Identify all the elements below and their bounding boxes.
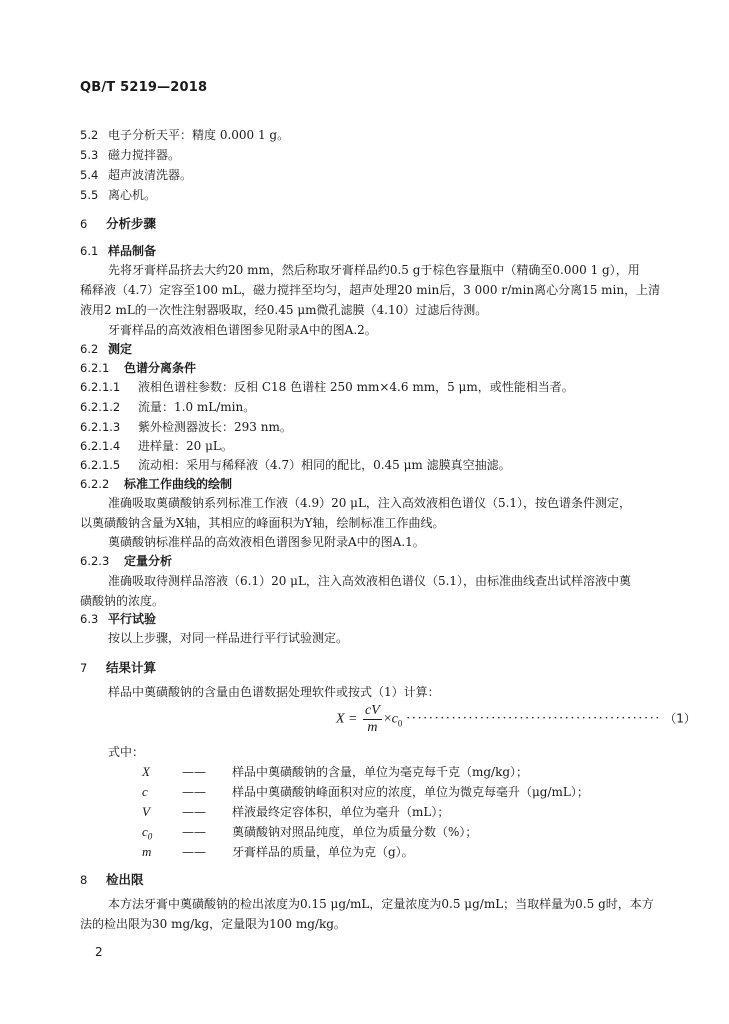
item-text: 磁力搅拌器。	[108, 148, 181, 162]
variable-description: 样品中薁磺酸钠的含量，单位为毫克每千克（mg/kg）；	[232, 765, 529, 779]
equipment-item	[80, 166, 192, 185]
equipment-item	[80, 146, 180, 165]
variable-symbol: X	[142, 764, 150, 779]
condition-item	[80, 418, 292, 437]
paragraph-line: 准确吸取薁磺酸钠系列标准工作液（4.9）20 μL，注入高效液相色谱仪（5.1），按色谱条件测定，	[108, 496, 632, 510]
section-heading-6-2	[80, 340, 132, 359]
section-title: 检出限	[106, 872, 144, 887]
section-title: 样品制备	[108, 244, 157, 258]
paragraph-line: 牙膏样品的高效液相色谱图参见附录A中的图A.2。	[108, 323, 377, 337]
section-number: 6.2	[80, 342, 99, 356]
equipment-item	[80, 186, 156, 205]
condition-item	[80, 437, 233, 456]
variable-definition	[142, 782, 589, 802]
item-number: 6.2.1.5	[80, 458, 121, 472]
section-title: 结果计算	[106, 660, 157, 675]
formula	[336, 703, 696, 736]
formula-c0: c	[391, 711, 398, 727]
where-label: 式中：	[108, 745, 145, 759]
item-number: 5.2	[80, 128, 99, 142]
paragraph-line: 先将牙膏样品挤去大约20 mm，然后称取牙膏样品约0.5 g于棕色容量瓶中（精确至0.000 1 g），用	[108, 263, 640, 277]
section-number: 6.3	[80, 612, 99, 626]
formula-denominator: m	[367, 720, 378, 735]
variable-definition	[142, 762, 528, 782]
paragraph-line: 液用2 mL的一次性注射器吸取，经0.45 μm微孔滤膜（4.10）过滤后待测。	[80, 303, 488, 317]
variable-dash: ——	[182, 785, 206, 799]
item-number: 6.2.1.1	[80, 380, 121, 394]
variable-description: 薁磺酸钠对照品纯度，单位为质量分数（%）；	[232, 825, 478, 839]
formula-times: ×	[383, 711, 392, 727]
item-number: 6.2.1.4	[80, 439, 121, 453]
section-number: 7	[80, 661, 88, 675]
formula-lhs: X =	[336, 711, 358, 727]
variable-description: 牙膏样品的质量，单位为克（g）。	[232, 845, 414, 859]
section-heading-6-2-2	[80, 475, 232, 494]
paragraph-line: 本方法牙膏中薁磺酸钠的检出浓度为0.15 μg/mL，定量浓度为0.5 μg/mL；当取样量为0.5 g时，本方	[108, 897, 654, 911]
variable-dash: ——	[182, 765, 206, 779]
item-number: 5.3	[80, 148, 99, 162]
condition-item	[80, 456, 511, 475]
variable-description: 样液最终定容体积，单位为毫升（mL）；	[232, 805, 450, 819]
section-number: 8	[80, 873, 88, 887]
item-text: 流动相：采用与稀释液（4.7）相同的配比，0.45 μm 滤膜真空抽滤。	[138, 458, 511, 472]
section-heading-6-3	[80, 610, 156, 629]
variable-symbol-subscript: 0	[147, 831, 153, 842]
item-text: 流量：1.0 mL/min。	[138, 400, 256, 414]
section-heading-6-2-1	[80, 359, 196, 378]
item-text: 液相色谱柱参数：反相 C18 色谱柱 250 mm×4.6 mm，5 μm，或性能相当者。	[138, 380, 574, 394]
item-text: 离心机。	[108, 188, 157, 202]
section-title: 平行试验	[108, 612, 157, 626]
section-number: 6.2.3	[80, 554, 110, 568]
variable-symbol-base: c	[142, 824, 148, 839]
paragraph-line: 准确吸取待测样品溶液（6.1）20 μL，注入高效液相色谱仪（5.1），由标准曲线查出试样溶液中薁	[108, 574, 632, 588]
section-title: 标准工作曲线的绘制	[124, 477, 233, 491]
formula-fraction	[363, 703, 382, 736]
section-title: 测定	[108, 342, 133, 356]
paragraph-line: 薁磺酸钠标准样品的高效液相色谱图参见附录A中的图A.1。	[108, 535, 425, 549]
variable-dash: ——	[182, 825, 206, 839]
item-text: 超声波清洗器。	[108, 168, 193, 182]
paragraph-line: 以薁磺酸钠含量为X轴，其相应的峰面积为Y轴，绘制标准工作曲线。	[80, 516, 445, 530]
formula-numerator: cV	[365, 703, 380, 718]
variable-symbol: m	[142, 844, 152, 859]
standard-code: QB/T 5219—2018	[80, 80, 208, 95]
item-number: 6.2.1.3	[80, 420, 121, 434]
paragraph-line: 按以上步骤，对同一样品进行平行试验测定。	[108, 631, 349, 645]
paragraph-line: 磺酸钠的浓度。	[80, 594, 165, 608]
section-number: 6.1	[80, 244, 99, 258]
variable-dash: ——	[182, 845, 206, 859]
paragraph-line: 样品中薁磺酸钠的含量由色谱数据处理软件或按式（1）计算：	[108, 685, 440, 699]
condition-item	[80, 378, 574, 397]
variable-definition	[142, 802, 449, 822]
equipment-item	[80, 126, 289, 145]
section-heading-8	[80, 870, 144, 888]
section-heading-7	[80, 658, 156, 676]
item-number: 5.4	[80, 168, 99, 182]
item-text: 紫外检测器波长：293 nm。	[138, 420, 292, 434]
item-number: 5.5	[80, 188, 99, 202]
paragraph-line: 法的检出限为30 mg/kg，定量限为100 mg/kg。	[80, 917, 346, 931]
page-number: 2	[95, 945, 103, 959]
formula-equation-number: （1）	[664, 711, 696, 726]
variable-definition	[142, 842, 414, 862]
variable-dash: ——	[182, 805, 206, 819]
section-heading-6-1	[80, 242, 156, 261]
item-number: 6.2.1.2	[80, 400, 121, 414]
formula-leader-dots: ·············································	[405, 711, 661, 727]
paragraph-line: 稀释液（4.7）定容至100 mL，磁力搅拌至均匀，超声处理20 min后，3 000 r/min离心分离15 min，上清	[80, 283, 661, 297]
section-heading-6-2-3	[80, 552, 172, 571]
variable-symbol: c	[142, 784, 148, 799]
section-heading-6	[80, 214, 156, 232]
item-text: 进样量：20 μL。	[138, 439, 233, 453]
item-text: 电子分析天平：精度 0.000 1 g。	[108, 128, 290, 142]
variable-symbol: V	[142, 804, 150, 819]
condition-item	[80, 398, 255, 417]
formula-c0-subscript: 0	[397, 718, 403, 729]
section-title: 分析步骤	[106, 216, 157, 231]
section-title: 定量分析	[124, 554, 173, 568]
variable-description: 样品中薁磺酸钠峰面积对应的浓度，单位为微克每毫升（μg/mL）；	[232, 785, 589, 799]
section-title: 色谱分离条件	[124, 361, 197, 375]
section-number: 6.2.1	[80, 361, 110, 375]
section-number: 6	[80, 217, 88, 231]
section-number: 6.2.2	[80, 477, 110, 491]
